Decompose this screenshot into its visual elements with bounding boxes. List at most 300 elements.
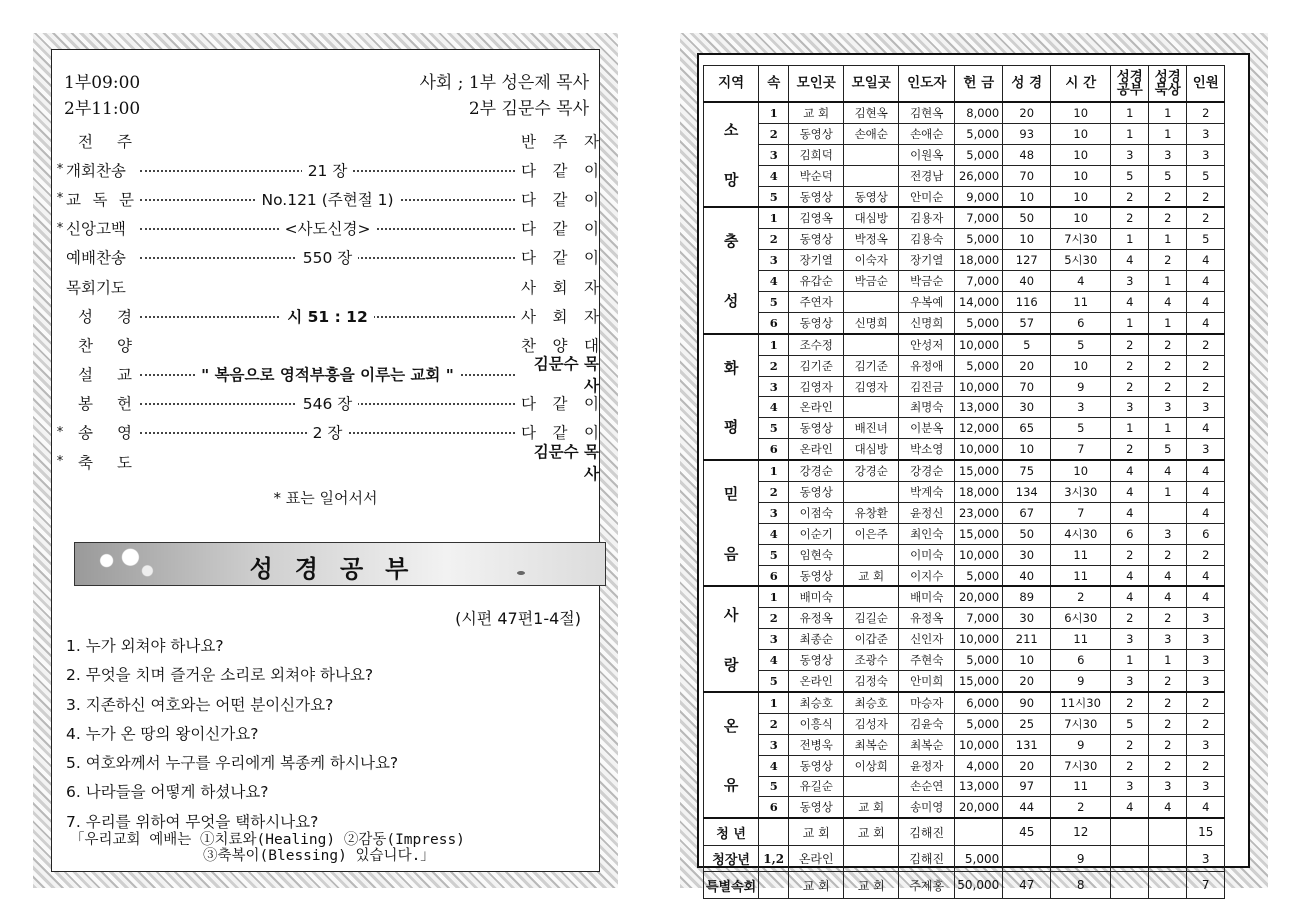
table-cell: 주연자: [789, 292, 844, 313]
group-number: 2: [759, 608, 789, 629]
table-cell: 127: [1003, 250, 1051, 271]
table-cell: 11: [1051, 565, 1111, 586]
order-item-detail: [140, 363, 515, 385]
order-name-part: 경: [117, 307, 132, 326]
leader-part: 자: [584, 278, 599, 297]
table-cell: 동영상: [789, 482, 844, 503]
table-cell: 송미영: [899, 797, 955, 818]
table-cell: 동영상: [789, 565, 844, 586]
leader-part: 대: [584, 336, 599, 355]
table-cell: 4시30: [1051, 523, 1111, 544]
table-cell: 9: [1051, 376, 1111, 397]
group-number: 5: [759, 671, 789, 692]
table-cell: 1: [1149, 312, 1187, 333]
table-cell: 5: [1149, 165, 1187, 186]
table-row: [704, 355, 1225, 376]
table-cell: 5: [1111, 713, 1149, 734]
table-cell: 동영상: [789, 312, 844, 333]
table-cell: 3: [1187, 734, 1225, 755]
table-cell: 2: [1187, 544, 1225, 565]
table-cell: 1: [1149, 418, 1187, 439]
table-cell: 2: [1149, 713, 1187, 734]
table-cell: 4: [1187, 565, 1225, 586]
leader-part: 회: [552, 278, 568, 297]
table-cell: 10,000: [955, 629, 1003, 650]
table-cell: 20,000: [955, 797, 1003, 818]
table-cell: 3: [1187, 650, 1225, 671]
table-cell: 20: [1003, 355, 1051, 376]
table-cell: 2: [1149, 692, 1187, 713]
order-name-part: 교: [117, 366, 132, 385]
table-cell: 10: [1003, 439, 1051, 460]
table-cell: 온라인: [789, 439, 844, 460]
table-row: [704, 334, 1225, 355]
region-char: 충: [723, 232, 739, 251]
table-cell: 3: [1149, 629, 1187, 650]
order-item: [54, 301, 599, 330]
table-cell: 온라인: [789, 671, 844, 692]
table-cell: [1149, 818, 1187, 845]
table-cell: 5,000: [955, 650, 1003, 671]
table-cell: 3시30: [1051, 482, 1111, 503]
study-question: 1. 누가 외쳐야 하나요?: [66, 637, 224, 655]
table-cell: 11: [1051, 292, 1111, 313]
table-cell: 2: [1187, 376, 1225, 397]
table-cell: 2: [1111, 755, 1149, 776]
table-cell: 10: [1003, 186, 1051, 207]
order-name-part: 설: [78, 366, 93, 385]
table-cell: 3: [1149, 776, 1187, 797]
table-cell: 1: [1149, 650, 1187, 671]
table-cell: 134: [1003, 482, 1051, 503]
row-label: 청 년: [704, 818, 759, 845]
table-cell: 동영상: [789, 418, 844, 439]
table-cell: 211: [1003, 629, 1051, 650]
group-number: 4: [759, 165, 789, 186]
table-cell: 김기준: [789, 355, 844, 376]
table-cell: 2: [1149, 207, 1187, 228]
table-row: [704, 650, 1225, 671]
table-cell: [955, 818, 1003, 845]
leader-part: 이: [584, 190, 599, 209]
study-question: 5. 여호와께서 누구를 우리에게 복종케 하시나요?: [66, 754, 399, 773]
table-cell: 배미숙: [789, 586, 844, 607]
table-cell: 20: [1003, 755, 1051, 776]
table-cell: 유정애: [899, 355, 955, 376]
table-cell: 4: [1149, 586, 1187, 607]
table-cell: 8,000: [955, 102, 1003, 123]
group-number: 4: [759, 523, 789, 544]
group-number: 4: [759, 650, 789, 671]
table-cell: 4: [1187, 292, 1225, 313]
table-cell: 2: [1111, 608, 1149, 629]
table-cell: 2: [1149, 671, 1187, 692]
table-cell: 30: [1003, 608, 1051, 629]
table-cell: 김현옥: [899, 102, 955, 123]
table-cell: 10: [1051, 186, 1111, 207]
table-cell: 70: [1003, 376, 1051, 397]
leader-part: 같: [552, 424, 568, 443]
table-cell: 임현숙: [789, 544, 844, 565]
order-star: *: [56, 424, 64, 440]
table-cell: 이점숙: [789, 502, 844, 523]
bible-study-banner: [74, 542, 606, 586]
table-cell: [1003, 845, 1051, 872]
table-cell: 1: [1149, 482, 1187, 503]
table-cell: 김용자: [899, 207, 955, 228]
table-cell: 강경순: [789, 460, 844, 481]
table-cell: [844, 144, 899, 165]
notice-line-2: ③축복이(Blessing) 있습니다.」: [203, 848, 435, 864]
table-cell: 동영상: [789, 650, 844, 671]
table-cell: 10,000: [955, 439, 1003, 460]
worship-order-panel: [33, 33, 618, 888]
header-text: 지역: [718, 75, 745, 91]
table-cell: [844, 482, 899, 503]
table-cell: 5: [1051, 334, 1111, 355]
table-row: [704, 102, 1225, 123]
table-cell: 4: [1111, 565, 1149, 586]
group-number: 2: [759, 482, 789, 503]
header-text: 모인곳: [796, 75, 836, 91]
table-cell: 5,000: [955, 713, 1003, 734]
table-cell: 3: [1111, 144, 1149, 165]
group-number: 1,2: [759, 845, 789, 872]
table-cell: 2: [1149, 186, 1187, 207]
table-cell: 주현숙: [899, 650, 955, 671]
table-cell: 동영상: [844, 186, 899, 207]
table-cell: 2: [1111, 734, 1149, 755]
table-cell: 2: [1111, 692, 1149, 713]
table-cell: [1111, 872, 1149, 899]
table-cell: 3: [1149, 144, 1187, 165]
table-cell: 4: [1051, 271, 1111, 292]
table-cell: 70: [1003, 165, 1051, 186]
table-cell: 2: [1149, 250, 1187, 271]
order-item-name: [66, 159, 140, 181]
table-cell: 18,000: [955, 482, 1003, 503]
order-name-part: 성: [78, 307, 93, 326]
study-question: 3. 지존하신 여호와는 어떤 분이신가요?: [66, 695, 334, 714]
table-cell: 이흥식: [789, 713, 844, 734]
stand-note: * 표는 일어서서: [273, 489, 378, 507]
table-cell: 45: [1003, 818, 1051, 845]
leader-part: 다: [521, 249, 536, 268]
table-cell: 최승호: [789, 692, 844, 713]
table-cell: 신명희: [844, 312, 899, 333]
order-item: [54, 442, 599, 483]
order-name-part: 신앙고백: [66, 220, 126, 239]
table-cell: 26,000: [955, 165, 1003, 186]
order-item-name: [66, 276, 140, 298]
table-row: [704, 818, 1225, 845]
table-cell: 4: [1111, 482, 1149, 503]
table-cell: 동영상: [789, 186, 844, 207]
table-cell: 배미숙: [899, 586, 955, 607]
order-name-part: 양: [117, 336, 132, 355]
group-number: 2: [759, 713, 789, 734]
table-row: [704, 186, 1225, 207]
table-cell: 3: [1187, 439, 1225, 460]
table-cell: 18,000: [955, 250, 1003, 271]
order-item-name: [66, 188, 140, 210]
table-cell: 7시30: [1051, 755, 1111, 776]
table-cell: 50,000: [955, 872, 1003, 899]
table-row: [704, 165, 1225, 186]
group-number: 6: [759, 439, 789, 460]
table-cell: 3: [1111, 776, 1149, 797]
table-cell: 박계숙: [899, 482, 955, 503]
table-cell: 2: [1187, 355, 1225, 376]
table-cell: 2: [1149, 608, 1187, 629]
order-name-part: 축: [78, 453, 93, 472]
table-row: [704, 734, 1225, 755]
group-number: 6: [759, 797, 789, 818]
table-cell: 유정옥: [899, 608, 955, 629]
table-cell: 10: [1003, 650, 1051, 671]
order-item-leader: [515, 159, 599, 181]
table-cell: 교 회: [789, 872, 844, 899]
table-cell: [844, 292, 899, 313]
table-cell: 5,000: [955, 144, 1003, 165]
order-item: [54, 126, 599, 155]
table-cell: 6시30: [1051, 608, 1111, 629]
region-name: [704, 460, 759, 586]
table-cell: 4: [1187, 271, 1225, 292]
table-row: [704, 845, 1225, 872]
order-item-detail: [140, 188, 515, 210]
group-number: 3: [759, 144, 789, 165]
table-cell: 안미희: [899, 671, 955, 692]
table-cell: 2: [1111, 544, 1149, 565]
table-cell: 10: [1051, 165, 1111, 186]
table-cell: 3: [1111, 271, 1149, 292]
group-number: 1: [759, 692, 789, 713]
order-content: 시 51 : 12: [281, 308, 374, 326]
table-cell: 3: [1111, 397, 1149, 418]
table-row: [704, 502, 1225, 523]
table-cell: 7,000: [955, 207, 1003, 228]
table-cell: 박금순: [844, 271, 899, 292]
table-cell: 10: [1051, 460, 1111, 481]
table-cell: 4: [1111, 250, 1149, 271]
table-cell: 20: [1003, 671, 1051, 692]
order-item-name: [66, 130, 140, 152]
region-name: [704, 692, 759, 818]
table-cell: 조광수: [844, 650, 899, 671]
order-item-leader: [515, 246, 599, 268]
group-number: 1: [759, 334, 789, 355]
table-cell: 23,000: [955, 502, 1003, 523]
order-item-detail: [140, 421, 515, 443]
table-row: [704, 776, 1225, 797]
table-cell: 6: [1051, 312, 1111, 333]
group-number: 1: [759, 586, 789, 607]
table-row: [704, 418, 1225, 439]
table-cell: 40: [1003, 271, 1051, 292]
table-cell: 교 회: [844, 565, 899, 586]
table-row: [704, 671, 1225, 692]
table-cell: 2: [1111, 376, 1149, 397]
order-name-part: 주: [117, 132, 132, 151]
notice-line-1: 「우리교회 예배는 ①치료와(Healing) ②감동(Impress): [70, 832, 465, 848]
table-cell: 90: [1003, 692, 1051, 713]
table-cell: 1: [1111, 418, 1149, 439]
region-char: 성: [723, 291, 739, 310]
region-char: 유: [723, 776, 739, 795]
column-header: [1149, 66, 1187, 103]
leader-part: 자: [584, 307, 599, 326]
order-star: *: [56, 220, 64, 236]
order-item-name: [66, 217, 140, 239]
table-row: [704, 482, 1225, 503]
table-cell: 최종순: [789, 629, 844, 650]
region-name: [704, 586, 759, 691]
table-cell: 2: [1111, 334, 1149, 355]
leader-part: 이: [584, 249, 599, 268]
table-cell: 2: [1051, 586, 1111, 607]
table-cell: 1: [1111, 650, 1149, 671]
leader-part: 양: [552, 336, 568, 355]
table-row: [704, 250, 1225, 271]
table-cell: [844, 544, 899, 565]
table-cell: 12: [1051, 818, 1111, 845]
region-char: 온: [723, 716, 739, 735]
study-questions: [66, 632, 398, 837]
table-cell: 3: [1187, 144, 1225, 165]
table-cell: 5,000: [955, 123, 1003, 144]
table-cell: 2: [1149, 376, 1187, 397]
table-cell: 박정옥: [844, 229, 899, 250]
table-cell: 15,000: [955, 523, 1003, 544]
table-cell: 3: [1187, 123, 1225, 144]
table-cell: 65: [1003, 418, 1051, 439]
table-cell: [1111, 818, 1149, 845]
table-cell: 강경순: [844, 460, 899, 481]
table-cell: 김진금: [899, 376, 955, 397]
table-cell: 5,000: [955, 229, 1003, 250]
leader-part: 회: [552, 307, 568, 326]
table-cell: 4: [1111, 502, 1149, 523]
order-content: " 복음으로 영적부흥을 이루는 교회 ": [195, 366, 460, 384]
order-name-part: 문: [119, 190, 134, 209]
table-cell: 4: [1187, 460, 1225, 481]
table-cell: 5,000: [955, 565, 1003, 586]
table-cell: 3: [1187, 397, 1225, 418]
dot-decoration: [517, 571, 525, 575]
table-cell: 10: [1051, 144, 1111, 165]
table-cell: 30: [1003, 397, 1051, 418]
group-number: [759, 818, 789, 845]
region-char: 평: [723, 418, 739, 437]
church-notice: [70, 832, 465, 864]
table-cell: 4: [1187, 797, 1225, 818]
table-cell: 최복순: [844, 734, 899, 755]
table-cell: 김길순: [844, 608, 899, 629]
table-cell: 5시30: [1051, 250, 1111, 271]
order-item-leader: [515, 217, 599, 239]
table-cell: 강경순: [899, 460, 955, 481]
table-cell: [844, 334, 899, 355]
table-cell: 3: [1187, 776, 1225, 797]
table-cell: 47: [1003, 872, 1051, 899]
leader-part: 주: [552, 132, 568, 151]
order-name-part: 찬: [78, 336, 93, 355]
region-char: 믿: [723, 484, 739, 503]
table-cell: 4: [1149, 797, 1187, 818]
scripture-reference: (시편 47편1-4절): [455, 609, 581, 628]
order-item-detail: [140, 217, 515, 239]
table-cell: 7시30: [1051, 229, 1111, 250]
table-cell: 7: [1051, 439, 1111, 460]
table-cell: 교 회: [789, 102, 844, 123]
group-number: 3: [759, 502, 789, 523]
table-cell: 2: [1149, 544, 1187, 565]
table-row: [704, 797, 1225, 818]
order-content: 21 장: [302, 162, 354, 180]
table-cell: [844, 586, 899, 607]
table-cell: 9: [1051, 845, 1111, 872]
table-cell: 3: [1149, 523, 1187, 544]
order-item-leader: 김문수 목사: [533, 355, 599, 396]
table-cell: 대심방: [844, 439, 899, 460]
table-cell: 전병욱: [789, 734, 844, 755]
table-row: [704, 207, 1225, 228]
table-cell: 교 회: [844, 872, 899, 899]
table-cell: 교 회: [844, 797, 899, 818]
table-cell: 김영자: [844, 376, 899, 397]
table-cell: 1: [1149, 271, 1187, 292]
leader-part: 다: [521, 424, 536, 443]
column-header: [1003, 66, 1051, 103]
region-name: [704, 102, 759, 207]
table-cell: 20: [1003, 102, 1051, 123]
table-row: [704, 872, 1225, 899]
table-cell: 최명숙: [899, 397, 955, 418]
order-item: [54, 243, 599, 272]
column-header: [1111, 66, 1149, 103]
order-content: 546 장: [297, 395, 359, 413]
order-item: [54, 184, 599, 213]
table-cell: 3: [1187, 608, 1225, 629]
table-cell: 4: [1149, 460, 1187, 481]
table-row: [704, 460, 1225, 481]
table-cell: 10,000: [955, 544, 1003, 565]
order-item: [54, 214, 599, 243]
study-question: 2. 무엇을 치며 즐거운 소리로 외쳐야 하나요?: [66, 666, 374, 685]
table-row: [704, 544, 1225, 565]
order-star: *: [56, 162, 64, 178]
table-cell: 10,000: [955, 376, 1003, 397]
table-cell: 박소영: [899, 439, 955, 460]
order-star: *: [56, 454, 64, 470]
table-cell: 5,000: [955, 845, 1003, 872]
table-cell: 2: [1111, 439, 1149, 460]
right-frame: [697, 53, 1250, 895]
group-number: 5: [759, 776, 789, 797]
leader-part: 다: [521, 395, 536, 414]
table-cell: 3: [1187, 629, 1225, 650]
column-header: [899, 66, 955, 103]
left-frame: [51, 49, 600, 872]
table-cell: 131: [1003, 734, 1051, 755]
order-item: [54, 155, 599, 184]
leader-part: 이: [584, 424, 599, 443]
table-cell: [1111, 845, 1149, 872]
table-cell: 7시30: [1051, 713, 1111, 734]
table-cell: 5: [1111, 165, 1149, 186]
order-item-leader: [515, 130, 599, 152]
